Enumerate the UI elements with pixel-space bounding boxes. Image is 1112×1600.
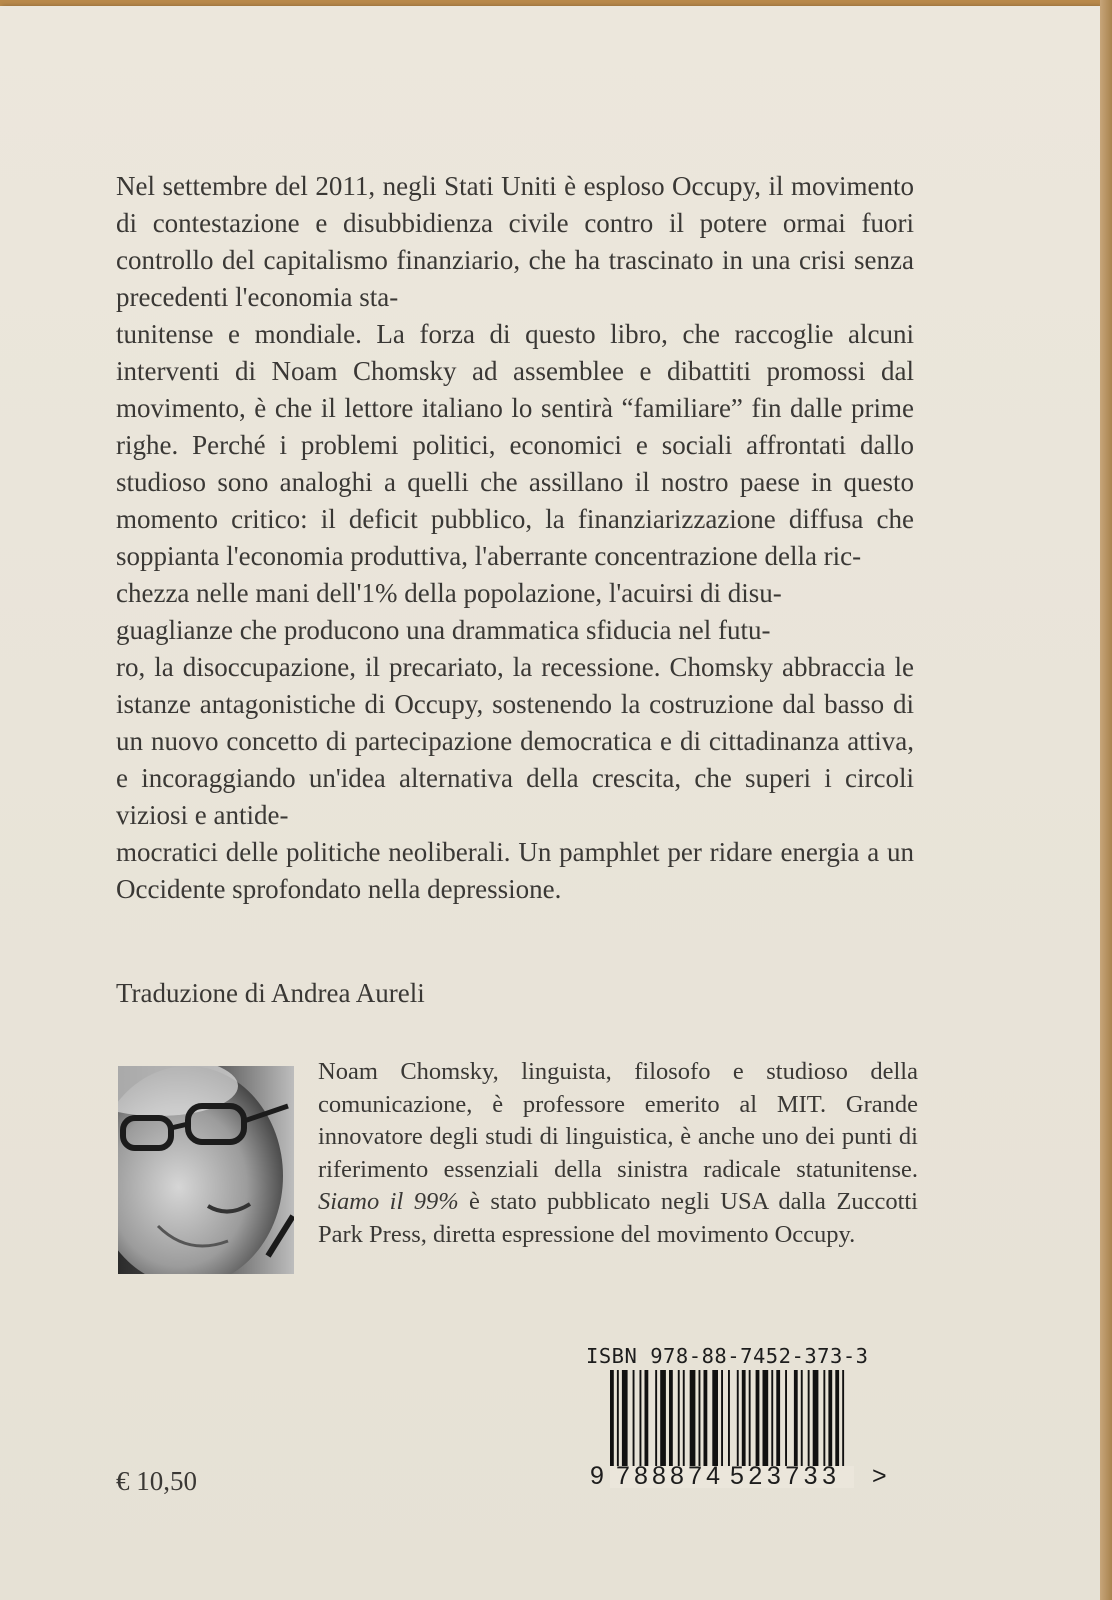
barcode-bar (813, 1370, 819, 1466)
barcode-bar (823, 1370, 825, 1466)
barcode-bar (763, 1370, 769, 1466)
barcode-bar (633, 1370, 635, 1466)
price: € 10,50 (116, 1466, 197, 1496)
barcode-bar (801, 1370, 803, 1466)
barcode-quiet-mark: > (872, 1462, 887, 1488)
author-bio-text-end: è stato pubblicato negli USA dalla Zuccotti Park Press, diretta espressione del movimento Occupy. (318, 1188, 918, 1248)
barcode-first-digit: 9 (590, 1462, 604, 1488)
barcode-bar (704, 1370, 708, 1466)
barcode-bar (690, 1370, 696, 1466)
barcode-bar (678, 1370, 680, 1466)
blurb-part: ro, la disoccupazione, il precariato, la recessione. Chomsky abbraccia le istanze antagonistiche di Occupy, sostenendo la costruzione dal basso di un nuovo concetto di partecipazione democratica e di cittadinanza attiva, e incoraggiando un'idea alternativa della crescita, che superi i circoli viziosi e antide- (116, 652, 914, 830)
isbn-label: ISBN 978-88-7452-373-3 (586, 1344, 869, 1368)
barcode (590, 1370, 930, 1488)
author-bio (318, 1056, 918, 1251)
barcode-bar (640, 1370, 642, 1466)
book-title-italic: Siamo il 99% (318, 1188, 459, 1215)
barcode-bar (712, 1370, 718, 1466)
barcode-bar (645, 1370, 649, 1466)
author-photo (118, 1066, 294, 1274)
barcode-bar (776, 1370, 780, 1466)
blurb-part: Nel settembre del 2011, negli Stati Uniti è esploso Occupy, il movimento di contestazione e disubbidienza civile contro il potere ormai fuori controllo del capitalismo finanziario, che ha trascinato in una crisi senza precedenti l'economia sta- (116, 171, 914, 312)
blurb-part: chezza nelle mani dell'1% della popolazione, l'acuirsi di disu- (116, 578, 782, 608)
barcode-bar (749, 1370, 751, 1466)
book-edge (1100, 0, 1112, 1600)
blurb-part: guaglianze che producono una drammatica sfiducia nel futu- (116, 615, 771, 645)
barcode-bar (660, 1370, 666, 1466)
barcode-bar (721, 1370, 723, 1482)
translator-credit: Traduzione di Andrea Aureli (116, 978, 425, 1008)
barcode-bar (683, 1370, 685, 1466)
barcode-bar (655, 1370, 657, 1466)
barcode-right-digits: 523733 (730, 1462, 836, 1488)
barcode-bar (622, 1370, 628, 1466)
barcode-bar (842, 1370, 844, 1482)
barcode-bar (699, 1370, 701, 1466)
book-back-cover (0, 6, 1100, 1600)
blurb-part: tunitense e mondiale. La forza di questo libro, che raccoglie alcuni interventi di Noam Chomsky ad assemblee e dibattiti promossi dal movimento, è che il lettore italiano lo sentirà “familiare” fin dalle prime righe. Perché i problemi politici, economici e sociali affrontati dallo studioso sono analoghi a quelli che assillano il nostro paese in questo momento critico: il deficit pubblico, la finanziarizzazione diffusa che soppianta l'economia produttiva, l'aberrante concentrazione della ric- (116, 319, 914, 571)
barcode-bar (771, 1370, 773, 1466)
author-photo-image (118, 1066, 294, 1274)
barcode-bar (742, 1370, 746, 1466)
barcode-bar (828, 1370, 832, 1466)
blurb-text (116, 168, 914, 908)
barcode-bar (669, 1370, 673, 1466)
barcode-bar (785, 1370, 787, 1466)
barcode-left-digits: 788874 (616, 1462, 720, 1488)
blurb-part: mocratici delle politiche neoliberali. Un pamphlet per ridare energia a un Occidente sprofondato nella depressione. (116, 837, 914, 904)
barcode-bar (808, 1370, 810, 1466)
author-bio-text: Noam Chomsky, linguista, filosofo e studioso della comunicazione, è professore emerito al MIT. Grande innovatore degli studi di linguistica, è anche uno dei punti di riferimento essenziali della sinistra radicale statunitense. (318, 1058, 918, 1183)
barcode-bar (756, 1370, 760, 1466)
barcode-bar (610, 1370, 614, 1482)
barcode-bar (794, 1370, 798, 1466)
